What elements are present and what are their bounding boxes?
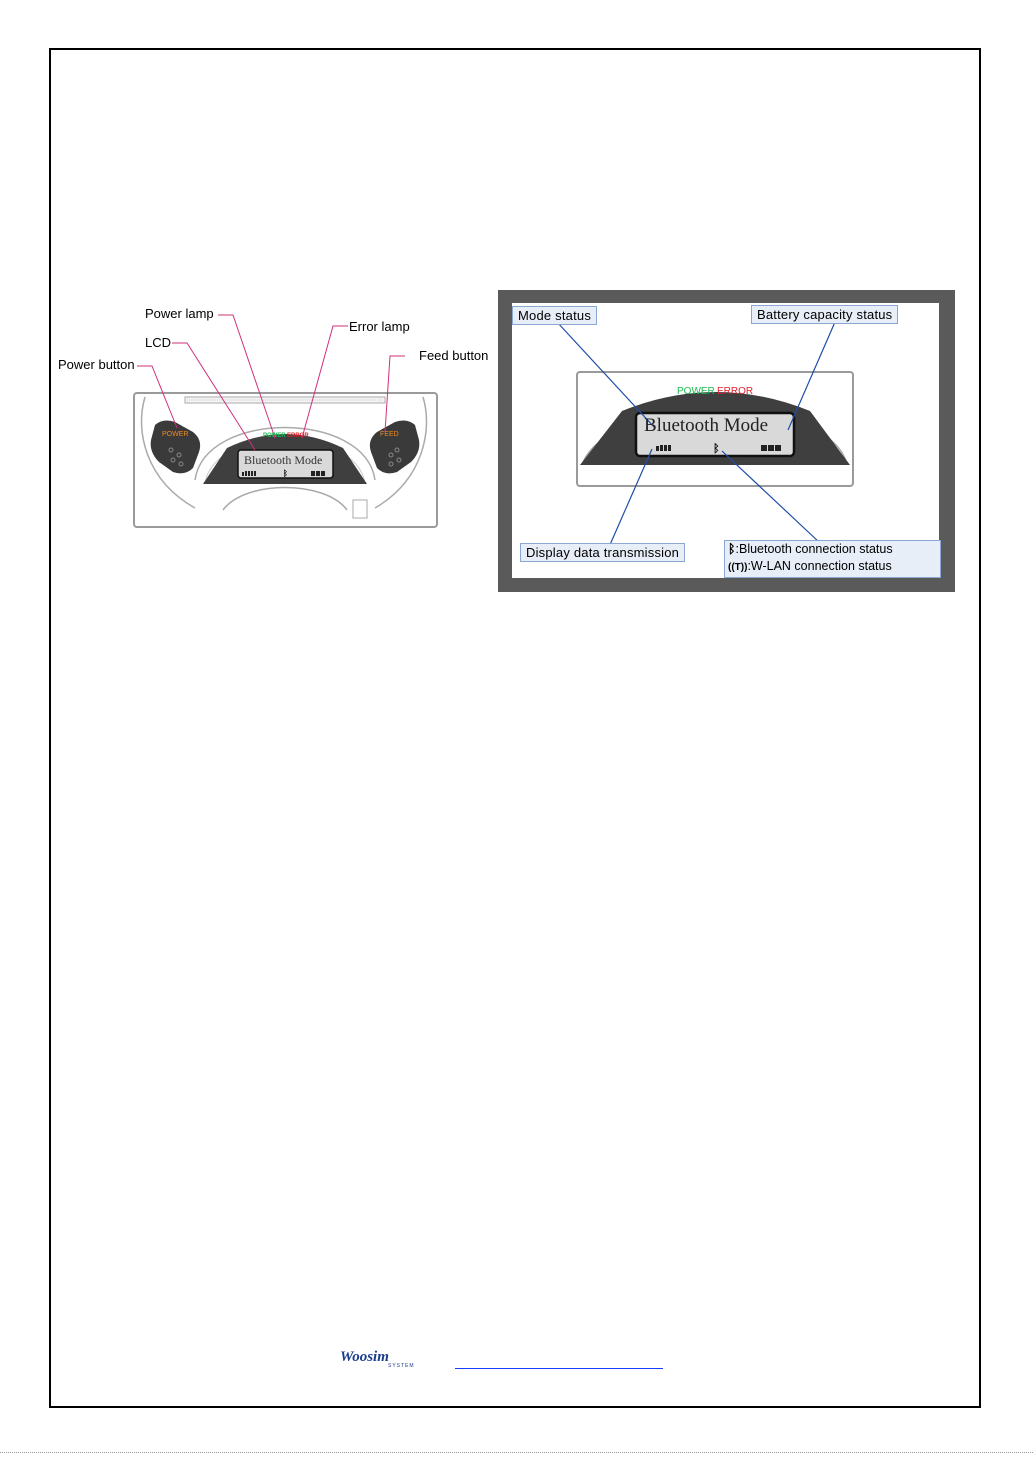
- bottom-divider: [0, 1452, 1033, 1453]
- lcd-detail-drawing: [512, 303, 939, 578]
- svg-text:ᛒ: ᛒ: [283, 469, 288, 478]
- lcd-detail-figure: [498, 290, 955, 592]
- error-lamp: ERROR: [287, 433, 309, 439]
- wlan-status-label: :W-LAN connection status: [747, 559, 892, 573]
- feed-key-label: FEED: [380, 431, 399, 438]
- power-lamp-label: Power lamp: [145, 306, 214, 321]
- woosim-logo: [340, 1348, 415, 1369]
- bt-legend-row: [728, 541, 940, 558]
- lcd-detail-canvas: [512, 303, 939, 578]
- printer-front-drawing: [55, 300, 495, 540]
- printer-front-figure: [55, 300, 495, 540]
- connection-legend: [724, 540, 941, 578]
- page-border: [49, 48, 981, 1408]
- logo-text: Woosim: [340, 1349, 389, 1365]
- lcd-mode-text: Bluetooth Mode: [244, 453, 323, 467]
- battery-status-label: Battery capacity status: [751, 305, 898, 324]
- wlan-legend-row: [728, 558, 940, 576]
- power-button-label: Power button: [58, 357, 135, 372]
- logo-subtext: SYSTEM: [388, 1363, 415, 1369]
- error-lamp-large: ERROR: [717, 386, 754, 397]
- mode-status-label: Mode status: [512, 306, 597, 325]
- lcd-mode-text-large: Bluetooth Mode: [644, 415, 769, 436]
- power-key-label: POWER: [162, 431, 189, 438]
- power-lamp: POWER: [263, 433, 286, 439]
- lcd-label: LCD: [145, 335, 172, 350]
- wlan-antenna-icon: ((T)): [728, 562, 748, 573]
- display-data-label: Display data transmission: [520, 543, 685, 562]
- power-lamp-large: POWER: [677, 386, 715, 397]
- svg-text:ᛒ: ᛒ: [713, 443, 720, 455]
- website-link[interactable]: [455, 1355, 663, 1369]
- feed-button-label: Feed button: [419, 348, 489, 363]
- bt-status-label: :Bluetooth connection status: [735, 542, 893, 556]
- bluetooth-icon: ᛒ: [728, 542, 736, 556]
- error-lamp-label: Error lamp: [349, 319, 410, 334]
